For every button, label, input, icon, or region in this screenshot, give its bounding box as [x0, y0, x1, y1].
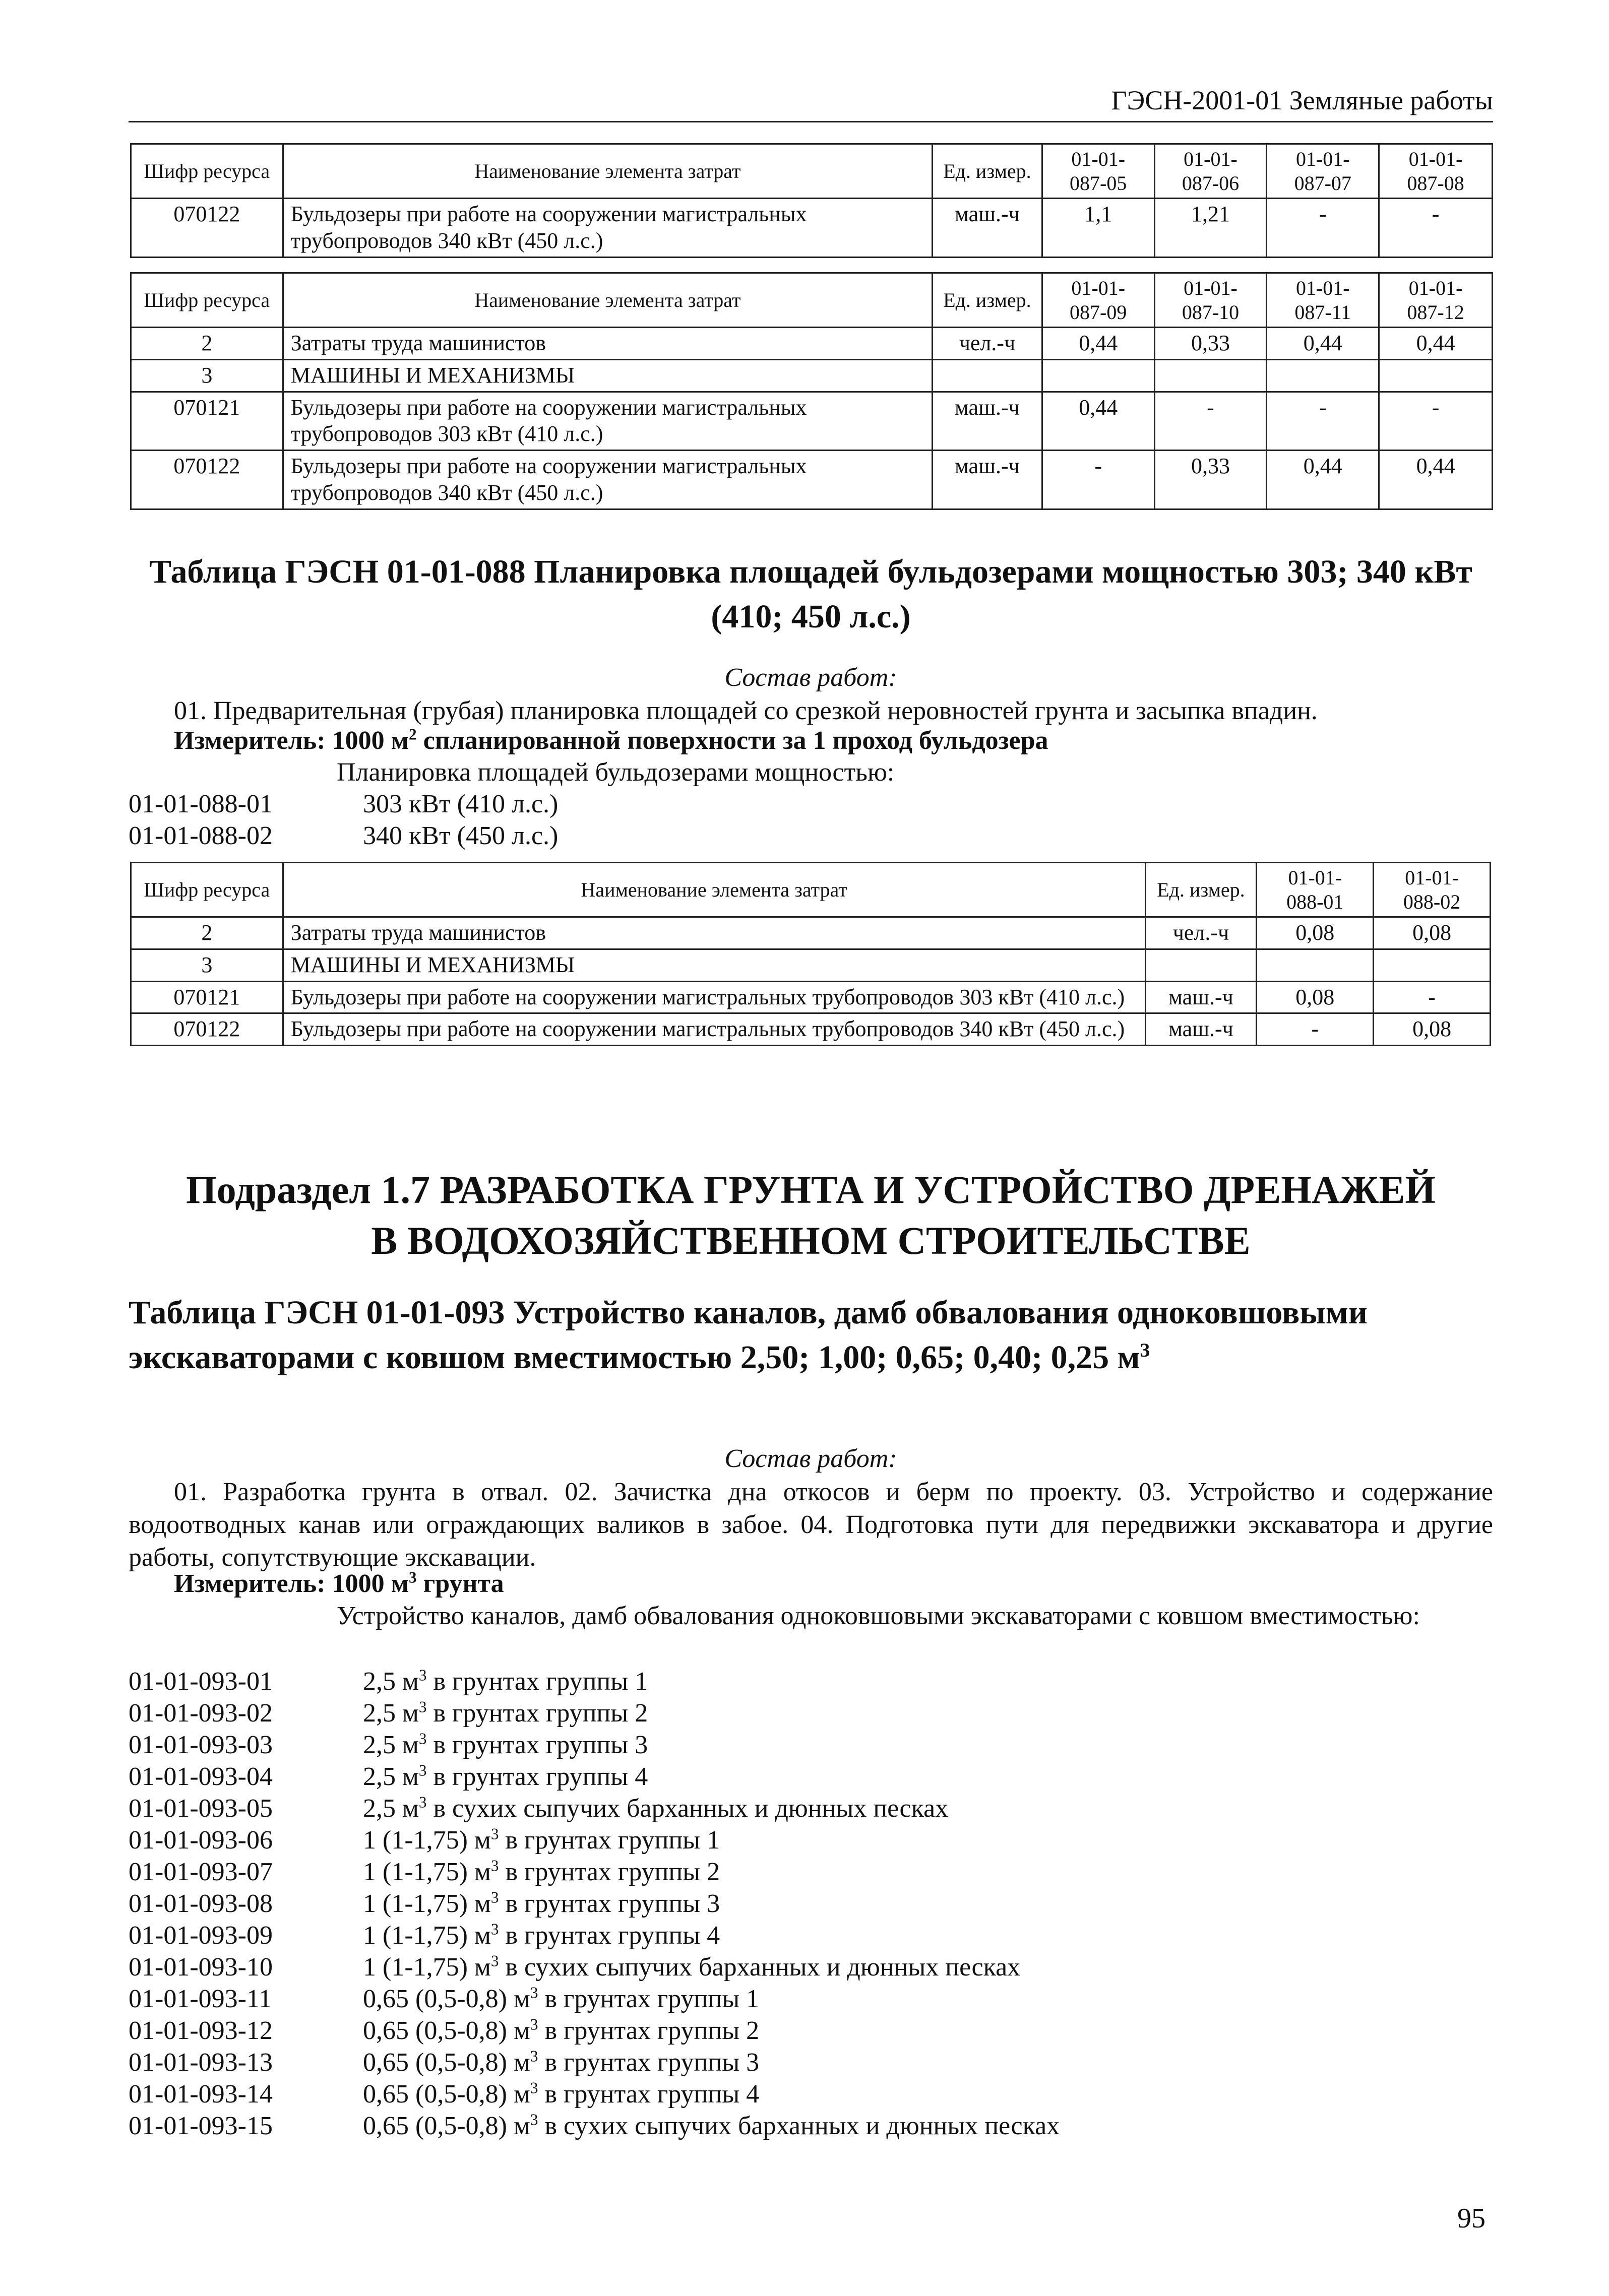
resource-unit: чел.-ч [1145, 917, 1257, 949]
norm-value: - [1267, 392, 1379, 451]
table-row [131, 451, 1493, 509]
norm-code: 01-01-093-12 [129, 2016, 273, 2045]
norm-value: 0,44 [1379, 451, 1493, 509]
measure-label: Измеритель: [174, 1569, 326, 1598]
list-item [129, 1888, 1060, 1920]
col-header-name: Наименование элемента затрат [283, 144, 932, 199]
measure-line [174, 1569, 504, 1599]
table-row [131, 1013, 1491, 1046]
running-header: ГЭСН-2001-01 Земляные работы [1111, 85, 1493, 115]
norm-code: 01-01-093-06 [129, 1826, 273, 1855]
norm-value: - [1379, 199, 1493, 258]
subsection-title: Подраздел 1.7 РАЗРАБОТКА ГРУНТА И УСТРОЙСТВО ДРЕНАЖЕЙ В ВОДОХОЗЯЙСТВЕННОМ СТРОИТЕЛЬСТВЕ [185, 1168, 1436, 1263]
norm-text: 2,5 $м^3$ в грунтах группы 3 [363, 1730, 648, 1759]
norm-value: 0,08 [1257, 981, 1374, 1013]
resource-name: Бульдозеры при работе на сооружении магистральных трубопроводов 303 кВт (410 л.с.) [283, 981, 1145, 1013]
norm-value: 0,33 [1154, 451, 1267, 509]
norm-value: - [1154, 392, 1267, 451]
norm-code: 01-01-093-05 [129, 1794, 273, 1823]
header-rule [129, 121, 1493, 122]
col-header-norm: 01-01- 087-06 [1154, 144, 1267, 199]
norm-code: 01-01-093-11 [129, 1985, 272, 2013]
norm-code: 01-01-093-09 [129, 1921, 273, 1950]
col-header-norm: 01-01- 087-07 [1267, 144, 1379, 199]
norm-value: 0,44 [1042, 392, 1154, 451]
resource-name: Бульдозеры при работе на сооружении магистральных трубопроводов 340 кВт (450 л.с.) [283, 451, 932, 509]
norm-text: 1 (1-1,75) $м^3$ в сухих сыпучих барханных и дюнных песках [363, 1952, 1021, 1982]
list-intro: Устройство каналов, дамб обвалования одноковшовыми экскаваторами с ковшом вместимостью: [337, 1602, 1420, 1630]
col-header-norm: 01-01- 087-05 [1042, 144, 1154, 199]
resource-unit: чел.-ч [932, 328, 1042, 360]
norm-text: 0,65 (0,5-0,8) $м^3$ в грунтах группы 2 [363, 2015, 760, 2045]
resource-code: 070122 [131, 1013, 283, 1046]
norm-text: 2,5 $м^3$ в грунтах группы 2 [363, 1698, 648, 1728]
table-title-093: Таблица ГЭСН 01-01-093 Устройство каналов, дамб обвалования одноковшовыми экскаваторами с ковшом вместимостью 2,50; 1,00; 0,65; 0,40; 0,25 $м^3$ [129, 1294, 1368, 1376]
norm-code: 01-01-093-14 [129, 2080, 273, 2109]
list-item [129, 2110, 1060, 2142]
resource-name: Затраты труда машинистов [283, 328, 932, 360]
norm-value: - [1042, 451, 1154, 509]
table-row [131, 392, 1493, 451]
work-composition-heading: Состав работ: [724, 663, 897, 692]
norm-list-088 [129, 788, 558, 852]
list-item [129, 1951, 1060, 1983]
norm-code: 01-01-093-02 [129, 1699, 273, 1728]
norm-text: 340 кВт (450 л.с.) [363, 821, 559, 850]
resource-unit: маш.-ч [932, 199, 1042, 258]
list-item [129, 820, 558, 852]
col-header-code: Шифр ресурса [131, 144, 283, 199]
norm-text: 1 (1-1,75) $м^3$ в грунтах группы 3 [363, 1888, 720, 1918]
norm-code: 01-01-088-01 [129, 790, 273, 818]
measure-value: 1000 $м^2$ спланированной поверхности за 1 проход бульдозера [332, 725, 1048, 755]
resource-unit: маш.-ч [1145, 1013, 1257, 1046]
table-title-088: Таблица ГЭСН 01-01-088 Планировка площадей бульдозерами мощностью 303; 340 кВт (410; 450 л.с.) [149, 553, 1472, 635]
col-header-name: Наименование элемента затрат [283, 863, 1145, 917]
norm-code: 01-01-093-08 [129, 1889, 273, 1918]
norm-code: 01-01-093-07 [129, 1858, 273, 1886]
table-row [131, 917, 1491, 949]
col-header-name: Наименование элемента затрат [283, 273, 932, 328]
norm-code: 01-01-093-10 [129, 1953, 273, 1982]
norm-value: 0,44 [1267, 328, 1379, 360]
resource-code: 2 [131, 917, 283, 949]
list-item [129, 1697, 1060, 1729]
resource-table-087-09-12 [130, 272, 1493, 510]
norm-code: 01-01-088-02 [129, 821, 273, 850]
norm-text: 0,65 (0,5-0,8) $м^3$ в грунтах группы 3 [363, 2047, 760, 2077]
table-row [131, 199, 1493, 258]
norm-code: 01-01-093-01 [129, 1667, 273, 1696]
page-number: 95 [1457, 2203, 1486, 2234]
norm-text: 1 (1-1,75) $м^3$ в грунтах группы 1 [363, 1825, 720, 1855]
norm-text: 2,5 $м^3$ в грунтах группы 4 [363, 1761, 648, 1791]
resource-code: 070121 [131, 392, 283, 451]
norm-text: 303 кВт (410 л.с.) [363, 790, 559, 818]
resource-unit: маш.-ч [1145, 981, 1257, 1013]
resource-code: 070122 [131, 199, 283, 258]
measure-line [174, 726, 1048, 755]
resource-name: Затраты труда машинистов [283, 917, 1145, 949]
resource-name: Бульдозеры при работе на сооружении магистральных трубопроводов 340 кВт (450 л.с.) [283, 1013, 1145, 1046]
list-item [129, 788, 558, 820]
list-item [129, 1920, 1060, 1951]
work-composition-text: 01. Предварительная (грубая) планировка площадей со срезкой неровностей грунта и засыпка впадин. [174, 696, 1318, 725]
measure-value: 1000 $м^3$ грунта [332, 1568, 504, 1598]
list-item [129, 2078, 1060, 2110]
col-header-norm: 01-01- 087-12 [1379, 273, 1493, 328]
resource-table-087-05-08 [130, 143, 1493, 258]
norm-text: 0,65 (0,5-0,8) $м^3$ в грунтах группы 1 [363, 1984, 760, 2013]
norm-text: 2,5 $м^3$ в сухих сыпучих барханных и дюнных песках [363, 1793, 949, 1823]
norm-text: 0,65 (0,5-0,8) $м^3$ в грунтах группы 4 [363, 2079, 760, 2109]
col-header-norm: 01-01- 087-11 [1267, 273, 1379, 328]
col-header-unit: Ед. измер. [1145, 863, 1257, 917]
resource-table-088 [130, 862, 1491, 1046]
section-code: 3 [131, 359, 283, 392]
work-composition-text: 01. Разработка грунта в отвал. 02. Зачистка дна откосов и берм по проекту. 03. Устройство и содержание водоотводных канав или ограждающих валиков в забое. 04. Подготовка пути для передвижки экскаватора и другие работы, сопутствующие экскавации. [129, 1478, 1493, 1572]
measure-label: Измеритель: [174, 726, 326, 755]
resource-code: 2 [131, 328, 283, 360]
list-item [129, 1824, 1060, 1856]
col-header-unit: Ед. измер. [932, 273, 1042, 328]
table-section-row [131, 949, 1491, 981]
norm-code: 01-01-093-15 [129, 2112, 273, 2140]
list-item [129, 2047, 1060, 2078]
norm-value: - [1374, 981, 1491, 1013]
table-row [131, 328, 1493, 360]
resource-code: 070122 [131, 451, 283, 509]
table-section-row [131, 359, 1493, 392]
resource-code: 070121 [131, 981, 283, 1013]
list-item [129, 1666, 1060, 1697]
norm-value: 0,44 [1379, 328, 1493, 360]
norm-value: - [1257, 1013, 1374, 1046]
norm-text: 1 (1-1,75) $м^3$ в грунтах группы 4 [363, 1920, 720, 1950]
list-item [129, 2015, 1060, 2047]
norm-text: 2,5 $м^3$ в грунтах группы 1 [363, 1666, 648, 1696]
list-item [129, 1761, 1060, 1793]
norm-code: 01-01-093-04 [129, 1762, 273, 1791]
list-item [129, 1793, 1060, 1824]
norm-list-093 [129, 1666, 1060, 2142]
norm-text: 1 (1-1,75) $м^3$ в грунтах группы 2 [363, 1857, 720, 1886]
list-item [129, 1856, 1060, 1888]
norm-value: 0,33 [1154, 328, 1267, 360]
col-header-norm: 01-01- 088-02 [1374, 863, 1491, 917]
list-item [129, 1983, 1060, 2015]
table-row [131, 981, 1491, 1013]
section-name: МАШИНЫ И МЕХАНИЗМЫ [283, 949, 1145, 981]
resource-name: Бульдозеры при работе на сооружении магистральных трубопроводов 303 кВт (410 л.с.) [283, 392, 932, 451]
col-header-norm: 01-01- 087-08 [1379, 144, 1493, 199]
norm-value: 0,08 [1374, 1013, 1491, 1046]
col-header-unit: Ед. измер. [932, 144, 1042, 199]
col-header-norm: 01-01- 088-01 [1257, 863, 1374, 917]
col-header-norm: 01-01- 087-09 [1042, 273, 1154, 328]
list-intro: Планировка площадей бульдозерами мощностью: [337, 758, 895, 787]
work-composition-heading: Состав работ: [724, 1444, 897, 1473]
col-header-code: Шифр ресурса [131, 863, 283, 917]
norm-text: 0,65 (0,5-0,8) $м^3$ в сухих сыпучих барханных и дюнных песках [363, 2111, 1060, 2140]
norm-value: 0,08 [1257, 917, 1374, 949]
norm-value: 1,1 [1042, 199, 1154, 258]
col-header-norm: 01-01- 087-10 [1154, 273, 1267, 328]
section-name: МАШИНЫ И МЕХАНИЗМЫ [283, 359, 932, 392]
norm-value: - [1267, 199, 1379, 258]
norm-value: - [1379, 392, 1493, 451]
norm-value: 0,44 [1042, 328, 1154, 360]
section-code: 3 [131, 949, 283, 981]
col-header-code: Шифр ресурса [131, 273, 283, 328]
norm-value: 1,21 [1154, 199, 1267, 258]
list-item [129, 1729, 1060, 1761]
norm-code: 01-01-093-03 [129, 1731, 273, 1759]
norm-value: 0,08 [1374, 917, 1491, 949]
norm-value: 0,44 [1267, 451, 1379, 509]
resource-unit: маш.-ч [932, 451, 1042, 509]
norm-code: 01-01-093-13 [129, 2048, 273, 2077]
resource-name: Бульдозеры при работе на сооружении магистральных трубопроводов 340 кВт (450 л.с.) [283, 199, 932, 258]
resource-unit: маш.-ч [932, 392, 1042, 451]
